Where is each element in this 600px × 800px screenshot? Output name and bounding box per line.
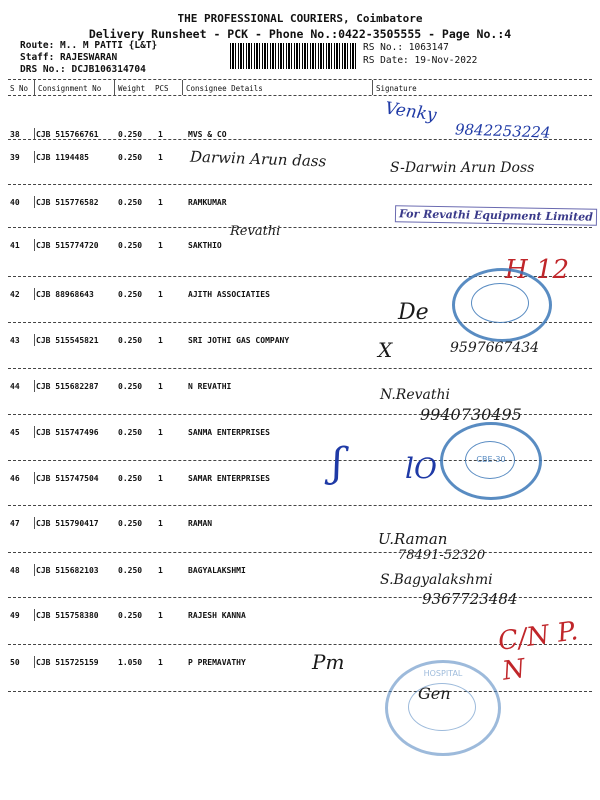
cell-weight: 0.250 <box>118 611 143 620</box>
row-divider <box>34 151 35 163</box>
cell-pcs: 1 <box>158 198 163 207</box>
row-divider <box>34 334 35 346</box>
signature-39: S-Darwin Arun Doss <box>390 160 535 176</box>
cell-consignment: CJB 515545821 <box>36 336 99 345</box>
cell-pcs: 1 <box>158 130 163 139</box>
cell-consignee: SAKTHIO <box>188 241 222 250</box>
col-consignee: Consignee Details <box>186 84 263 93</box>
cell-consignment: CJB 515774720 <box>36 241 99 250</box>
signature-47: U.Raman <box>378 530 448 548</box>
cell-weight: 1.050 <box>118 658 143 667</box>
cell-consignee: RAMAN <box>188 519 213 528</box>
signature-42: De <box>398 300 429 325</box>
cell-weight: 0.250 <box>118 336 143 345</box>
col-sno: S No <box>10 84 29 93</box>
cell-pcs: 1 <box>158 336 163 345</box>
cell-pcs: 1 <box>158 382 163 391</box>
row-divider <box>34 472 35 484</box>
cell-pcs: 1 <box>158 428 163 437</box>
signature-44-phone: 9940730495 <box>420 405 522 424</box>
cell-consignee: SANMA ENTERPRISES <box>188 428 270 437</box>
cross-43: X <box>378 338 393 362</box>
cell-pcs: 1 <box>158 611 163 620</box>
cell-consignment: CJB 515682287 <box>36 382 99 391</box>
cell-sno: 44 <box>10 382 20 391</box>
barcode <box>230 43 358 69</box>
cell-sno: 47 <box>10 519 20 528</box>
header-rule-top <box>8 79 592 80</box>
signature-46: lO <box>405 452 437 485</box>
cell-consignment: CJB 515776582 <box>36 198 99 207</box>
cell-weight: 0.250 <box>118 198 143 207</box>
row-separator <box>8 368 592 369</box>
col-consignment: Consignment No <box>38 84 102 93</box>
route-label: Route: M.. M PATTI {L&T} <box>20 40 158 51</box>
signature-44: N.Revathi <box>380 387 451 403</box>
cell-consignment: CJB 515747504 <box>36 474 99 483</box>
cell-pcs: 1 <box>158 519 163 528</box>
cell-consignment: CJB 1194485 <box>36 153 89 162</box>
row-divider <box>34 564 35 576</box>
signature-48: S.Bagyalakshmi <box>380 572 493 588</box>
cell-sno: 50 <box>10 658 20 667</box>
signature-38-phone: 9842253224 <box>454 120 551 142</box>
cell-weight: 0.250 <box>118 519 143 528</box>
col-pcs: PCS <box>155 84 169 93</box>
cell-consignment: CJB 515766761 <box>36 130 99 139</box>
row-divider <box>34 656 35 668</box>
cell-pcs: 1 <box>158 153 163 162</box>
cell-consignment: CJB 515725159 <box>36 658 99 667</box>
signature-43-phone: 9597667434 <box>450 340 540 356</box>
cell-sno: 43 <box>10 336 20 345</box>
signature-50: Gen <box>418 684 451 703</box>
cell-weight: 0.250 <box>118 130 143 139</box>
row-separator <box>8 227 592 228</box>
cell-consignee: AJITH ASSOCIATIES <box>188 290 270 299</box>
row-divider <box>34 196 35 208</box>
signature-50-initial: Pm <box>312 650 345 674</box>
cell-weight: 0.250 <box>118 290 143 299</box>
row-separator <box>8 505 592 506</box>
cell-weight: 0.250 <box>118 153 143 162</box>
cell-sno: 42 <box>10 290 20 299</box>
row-divider <box>34 288 35 300</box>
cell-sno: 46 <box>10 474 20 483</box>
staff-label: Staff: RAJESWARAN <box>20 52 118 63</box>
cell-pcs: 1 <box>158 566 163 575</box>
round-stamp-50: HOSPITAL <box>385 660 501 756</box>
cell-sno: 45 <box>10 428 20 437</box>
cell-weight: 0.250 <box>118 241 143 250</box>
cell-consignment: CJB 515747496 <box>36 428 99 437</box>
signature-38: Venky <box>383 98 438 126</box>
row-separator <box>8 184 592 185</box>
cell-consignee: P PREMAVATHY <box>188 658 246 667</box>
rs-date: RS Date: 19-Nov-2022 <box>363 55 478 66</box>
cell-consignee: SRI JOTHI GAS COMPANY <box>188 336 290 345</box>
cell-consignee: BAGYALAKSHMI <box>188 566 246 575</box>
cell-pcs: 1 <box>158 290 163 299</box>
consignee-40-handwritten: Revathi <box>230 224 281 239</box>
signature-45: ʃ <box>332 440 343 486</box>
cell-pcs: 1 <box>158 241 163 250</box>
row-separator <box>8 691 592 692</box>
row-divider <box>34 239 35 251</box>
cell-weight: 0.250 <box>118 474 143 483</box>
cell-sno: 41 <box>10 241 20 250</box>
round-stamp-45: CBE-30 <box>440 422 542 500</box>
cell-sno: 38 <box>10 130 20 139</box>
consignee-39-handwritten: Darwin Arun dass <box>189 147 327 171</box>
cell-consignment: CJB 88968643 <box>36 290 94 299</box>
cell-sno: 40 <box>10 198 20 207</box>
signature-48-phone: 9367723484 <box>422 590 518 608</box>
cell-weight: 0.250 <box>118 382 143 391</box>
cell-consignee: RAJESH KANNA <box>188 611 246 620</box>
row-separator <box>8 552 592 553</box>
cell-consignment: CJB 515790417 <box>36 519 99 528</box>
cell-consignment: CJB 515682103 <box>36 566 99 575</box>
col-weight: Weight <box>118 84 146 93</box>
round-stamp-42 <box>452 268 552 342</box>
document-title: THE PROFESSIONAL COURIERS, Coimbatore <box>177 12 423 25</box>
cell-consignee: SAMAR ENTERPRISES <box>188 474 270 483</box>
row-divider <box>34 426 35 438</box>
drs-number: DRS No.: DCJB106314704 <box>20 64 146 75</box>
row-divider <box>34 380 35 392</box>
signature-47-phone: 78491-52320 <box>398 548 486 563</box>
cell-weight: 0.250 <box>118 566 143 575</box>
note-41: H 12 <box>505 255 570 285</box>
cell-pcs: 1 <box>158 658 163 667</box>
document-subtitle: Delivery Runsheet - PCK - Phone No.:0422-3505555 - Page No.:4 <box>88 27 512 41</box>
row-divider <box>34 609 35 621</box>
row-divider <box>34 517 35 529</box>
cell-consignee: RAMKUMAR <box>188 198 227 207</box>
cell-sno: 48 <box>10 566 20 575</box>
cell-consignee: MVS & CO <box>188 130 227 139</box>
cell-consignment: CJB 515758380 <box>36 611 99 620</box>
cell-sno: 49 <box>10 611 20 620</box>
col-signature: Signature <box>376 84 417 93</box>
cell-sno: 39 <box>10 153 20 162</box>
cell-pcs: 1 <box>158 474 163 483</box>
note-49: C/N P. N <box>496 616 580 687</box>
header-rule-bottom <box>8 95 592 96</box>
rs-number: RS No.: 1063147 <box>363 42 449 53</box>
cell-consignee: N REVATHI <box>188 382 232 391</box>
cell-weight: 0.250 <box>118 428 143 437</box>
company-stamp-40: For Revathi Equipment Limited <box>395 205 597 226</box>
